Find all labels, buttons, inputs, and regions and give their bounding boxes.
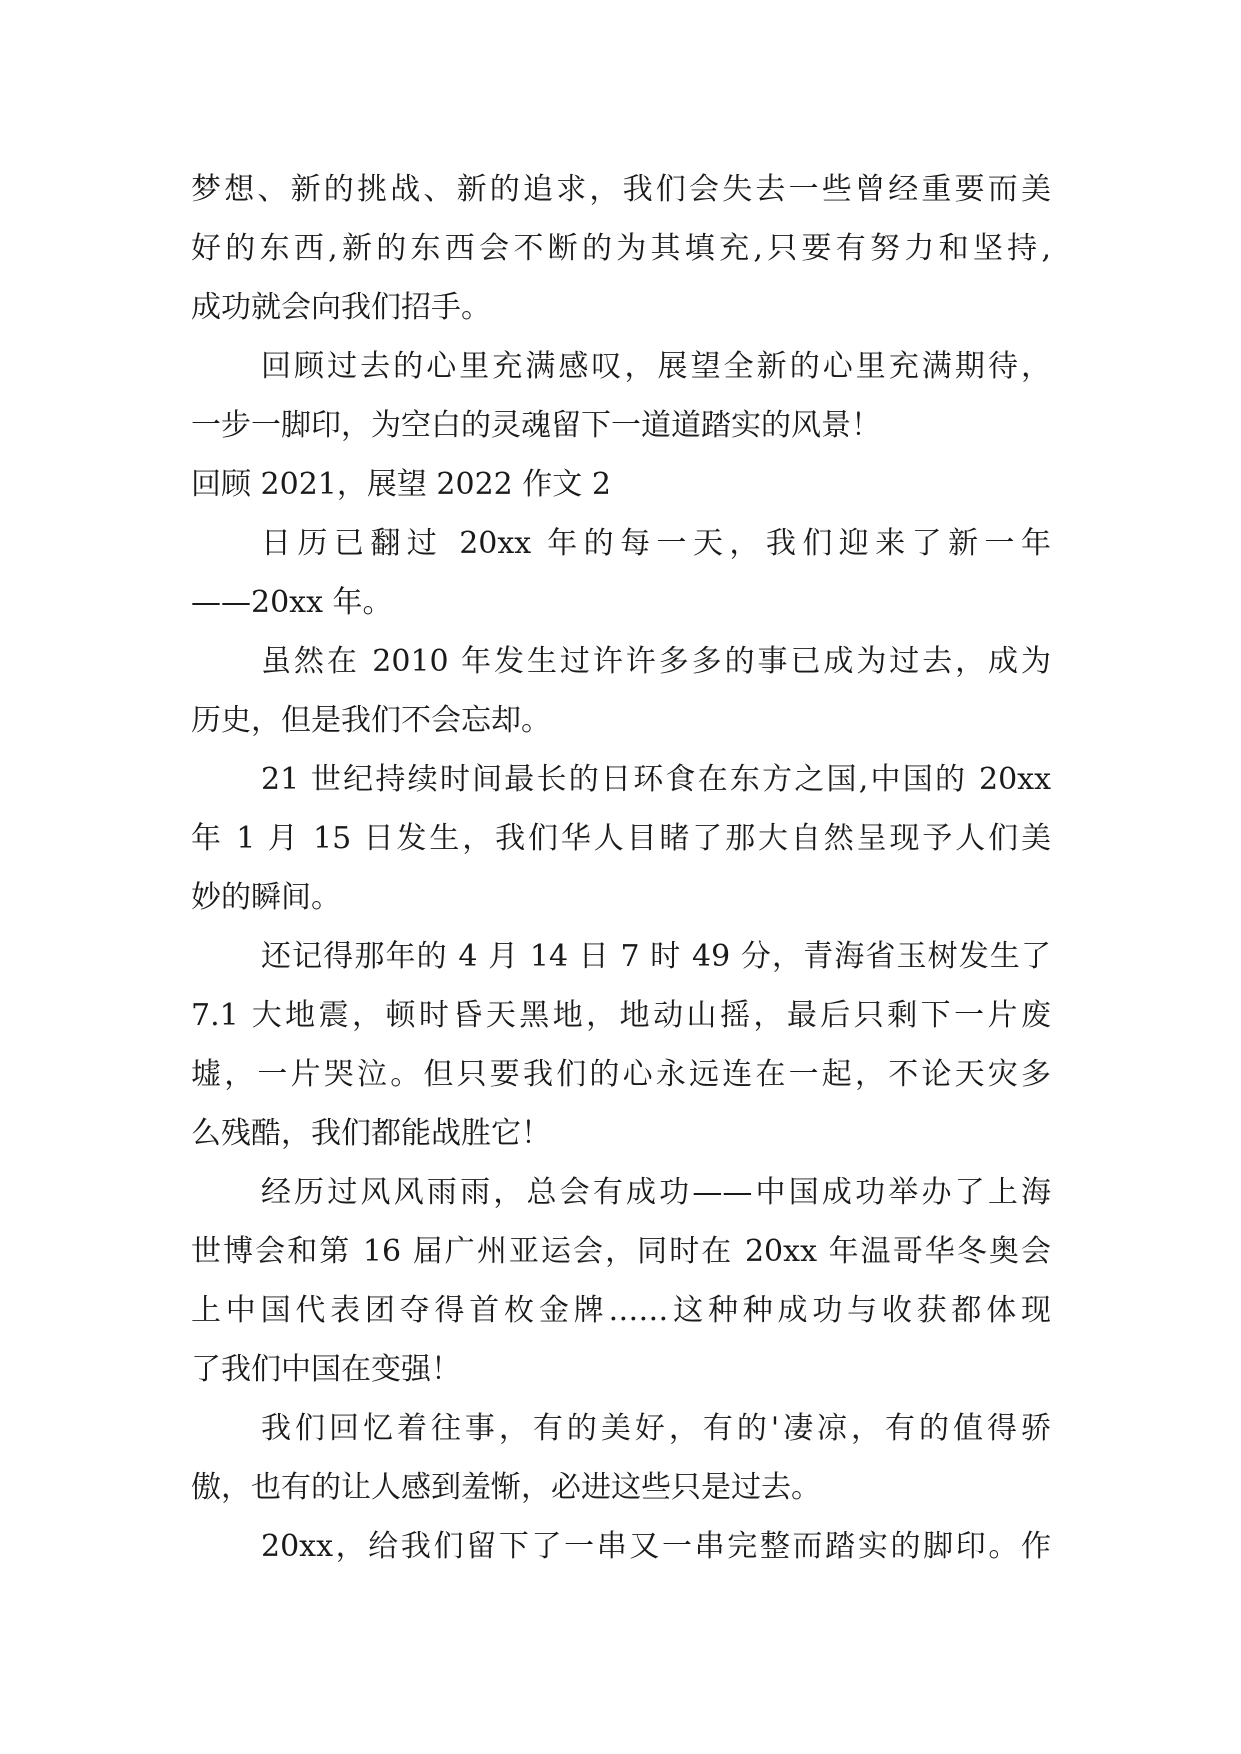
text-line: 了我们中国在变强！ [191,1352,461,1387]
text-line: 年 1 月 15 日发生，我们华人目睹了那大自然呈现予人们美 [191,821,1051,856]
text-line: 还记得那年的 4 月 14 日 7 时 49 分，青海省玉树发生了 [261,939,1051,974]
text-line: 么残酷，我们都能战胜它！ [191,1116,551,1151]
text-line: 上中国代表团夺得首枚金牌……这种种成功与收获都体现 [191,1293,1051,1328]
text-line: 妙的瞬间。 [191,880,341,915]
text-line: 回顾过去的心里充满感叹，展望全新的心里充满期待， [261,349,1051,384]
text-line: 一步一脚印，为空白的灵魂留下一道道踏实的风景！ [191,408,881,443]
text-line: 我们回忆着往事，有的美好，有的'凄凉，有的值得骄 [261,1411,1051,1446]
text-line: 傲，也有的让人感到羞惭，必进这些只是过去。 [191,1470,821,1505]
text-line: 经历过风风雨雨，总会有成功——中国成功举办了上海 [261,1175,1051,1210]
text-line: 成功就会向我们招手。 [191,290,491,325]
text-line: 好的东西,新的东西会不断的为其填充,只要有努力和坚持, [191,231,1051,266]
text-line: 日历已翻过 20xx 年的每一天，我们迎来了新一年 [261,526,1051,561]
document-page [191,160,1051,1576]
text-line: 墟，一片哭泣。但只要我们的心永远连在一起，不论天灾多 [191,1057,1051,1092]
text-line: 20xx，给我们留下了一串又一串完整而踏实的脚印。作 [261,1529,1051,1564]
text-line: 21 世纪持续时间最长的日环食在东方之国,中国的 20xx [261,762,1051,797]
section-heading: 回顾 2021，展望 2022 作文 2 [191,467,611,502]
text-line: 梦想、新的挑战、新的追求，我们会失去一些曾经重要而美 [191,172,1051,207]
text-line: 7.1 大地震，顿时昏天黑地，地动山摇，最后只剩下一片废 [191,998,1051,1033]
text-line: 世博会和第 16 届广州亚运会，同时在 20xx 年温哥华冬奥会 [191,1234,1051,1269]
text-line: ——20xx 年。 [191,585,393,620]
text-line: 虽然在 2010 年发生过许许多多的事已成为过去，成为 [261,644,1051,679]
text-line: 历史，但是我们不会忘却。 [191,703,551,738]
